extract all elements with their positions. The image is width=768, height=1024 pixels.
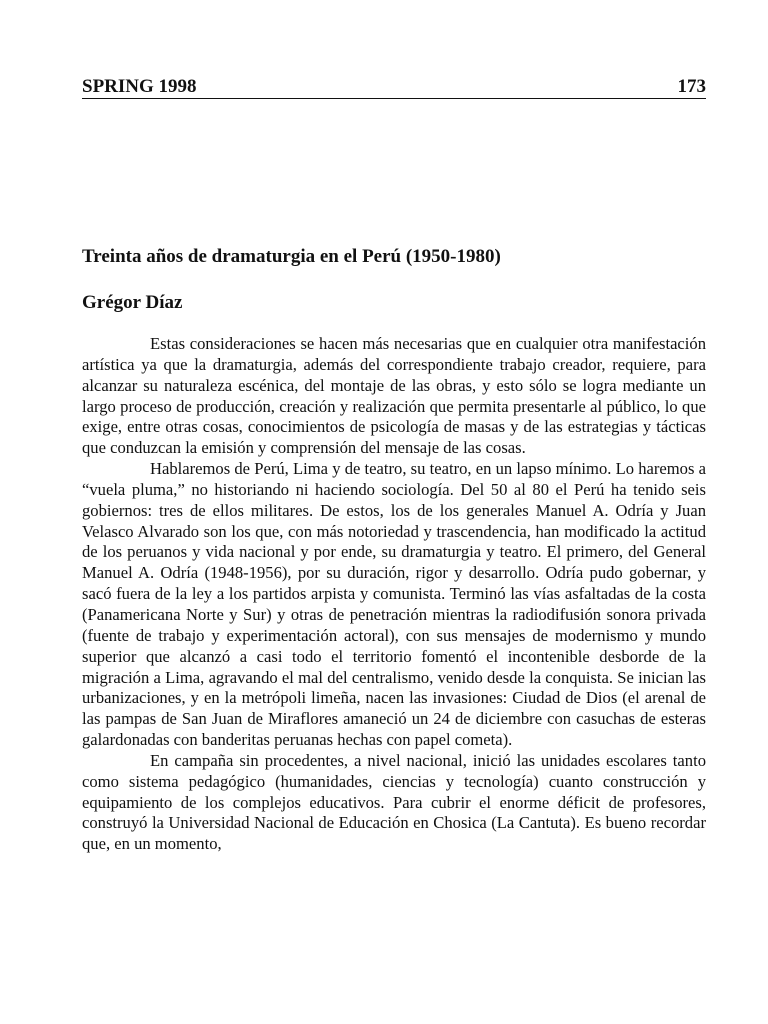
paragraph-2: Hablaremos de Perú, Lima y de teatro, su teatro, en un lapso mínimo. Lo haremos a “vuela pluma,” no historiando ni haciendo sociología. Del 50 al 80 el Perú ha tenido seis gobiernos: tres de ellos militares. De estos, los de los generales Manuel A. Odría y Juan Velasco Alvarado son los que, con más notoriedad y trascendencia, han modificado la actitud de los peruanos y vida nacional y por ende, su dramaturgia y teatro. El primero, del General Manuel A. Odría (1948-1956), por su duración, rigor y desarrollo. Odría pudo gobernar, y sacó fuera de la ley a los partidos arpista y comunista. Terminó las vías asfaltadas de la costa (Panamericana Norte y Sur) y otras de penetración mientras la radiodifusión sonora privada (fuente de trabajo y experimentación actoral), con sus mensajes de modernismo y mundo superior que alcanzó a casi todo el territorio fomentó el incontenible desborde de la migración a Lima, agravando el mal del centralismo, venido desde la conquista. Se inician las urbanizaciones, y en la metrópoli limeña, nacen las invasiones: Ciudad de Dios (el arenal de las pampas de San Juan de Miraflores amaneció un 24 de diciembre con casuchas de esteras galardonadas con banderitas peruanas hechas con papel cometa). [82,459,706,750]
paragraph-3: En campaña sin procedentes, a nivel nacional, inició las unidades escolares tanto como sistema pedagógico (humanidades, ciencias y tecnología) cuanto construcción y equipamiento de los complejos educativos. Para cubrir el enorme déficit de profesores, construyó la Universidad Nacional de Educación en Chosica (La Cantuta). Es bueno recordar que, en un momento, [82,750,706,854]
article-body [82,334,706,855]
paragraph-1: Estas consideraciones se hacen más necesarias que en cualquier otra manifestación artística ya que la dramaturgia, además del correspondiente trabajo creador, requiere, para alcanzar su naturaleza escénica, del montaje de las obras, y esto sólo se logra mediante un largo proceso de producción, creación y realización que permita presentarle al público, lo que exige, entre otras cosas, conocimientos de psicología de masas y de las estrategias y tácticas que conduzcan la emisión y comprensión del mensaje de las cosas. [82,334,706,458]
running-head [82,76,706,99]
article-author: Grégor Díaz [82,292,183,313]
journal-issue: SPRING 1998 [82,76,197,97]
article-title: Treinta años de dramaturgia en el Perú (1950-1980) [82,246,501,267]
page-number: 173 [677,76,706,97]
